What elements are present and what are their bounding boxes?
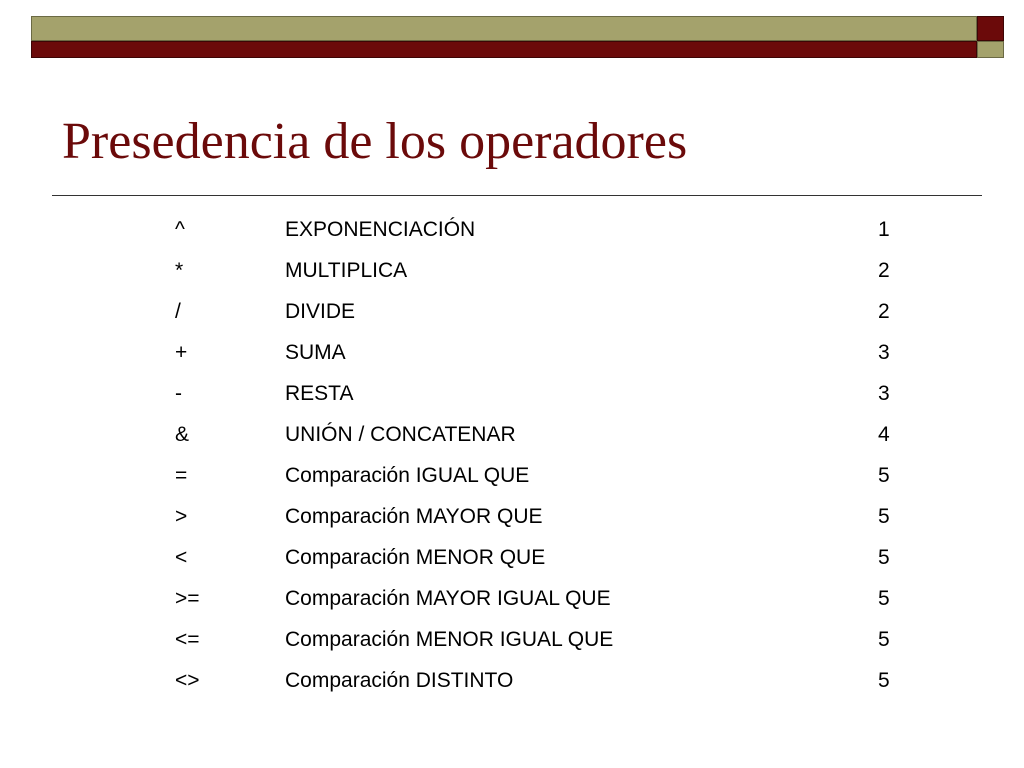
operator-row: [175, 660, 908, 701]
operator-row: [175, 209, 908, 250]
operator-row: [175, 291, 908, 332]
operator-symbol: >: [175, 504, 188, 528]
operator-row: [175, 578, 908, 619]
operator-symbol: =: [175, 463, 188, 487]
operator-row: [175, 537, 908, 578]
operator-priority: 5: [878, 586, 890, 610]
operator-priority: 4: [878, 422, 890, 446]
operator-row: [175, 332, 908, 373]
operator-symbol: *: [175, 258, 184, 282]
operator-description: MULTIPLICA: [285, 258, 408, 282]
operator-description: Comparación IGUAL QUE: [285, 463, 530, 487]
operator-symbol: <: [175, 545, 188, 569]
operator-symbol: >=: [175, 586, 200, 610]
operator-row: [175, 455, 908, 496]
operator-symbol: <>: [175, 668, 200, 692]
operator-description: Comparación MENOR IGUAL QUE: [285, 627, 614, 651]
header-maroon-square: [977, 16, 1004, 41]
operator-priority: 5: [878, 463, 890, 487]
operator-description: DIVIDE: [285, 299, 356, 323]
header-olive-bar: [31, 16, 977, 41]
operator-symbol: +: [175, 340, 188, 364]
operator-priority: 5: [878, 545, 890, 569]
operator-priority: 5: [878, 668, 890, 692]
header-olive-square: [977, 41, 1004, 58]
title-divider: [52, 195, 982, 196]
operator-row: [175, 619, 908, 660]
operator-description: EXPONENCIACIÓN: [285, 217, 476, 241]
operator-symbol: -: [175, 381, 182, 405]
operator-symbol: <=: [175, 627, 200, 651]
operator-row: [175, 414, 908, 455]
operator-row: [175, 373, 908, 414]
operator-symbol: ^: [175, 217, 185, 241]
operator-description: Comparación MAYOR QUE: [285, 504, 543, 528]
slide-title: Presedencia de los operadores: [62, 113, 688, 170]
operator-description: UNIÓN / CONCATENAR: [285, 422, 516, 446]
operator-row: [175, 250, 908, 291]
operator-description: SUMA: [285, 340, 346, 364]
operator-symbol: &: [175, 422, 190, 446]
operator-description: RESTA: [285, 381, 354, 405]
header-maroon-bar: [31, 41, 977, 58]
operator-priority: 3: [878, 381, 890, 405]
operator-priority: 1: [878, 217, 890, 241]
operator-symbol: /: [175, 299, 181, 323]
operator-priority: 3: [878, 340, 890, 364]
operator-priority: 2: [878, 258, 890, 282]
operator-priority: 5: [878, 627, 890, 651]
operator-precedence-table: [175, 209, 908, 701]
operator-row: [175, 496, 908, 537]
operator-priority: 5: [878, 504, 890, 528]
operator-priority: 2: [878, 299, 890, 323]
operator-description: Comparación MAYOR IGUAL QUE: [285, 586, 611, 610]
operator-description: Comparación DISTINTO: [285, 668, 514, 692]
operator-description: Comparación MENOR QUE: [285, 545, 546, 569]
operator-table-body: [175, 209, 908, 701]
